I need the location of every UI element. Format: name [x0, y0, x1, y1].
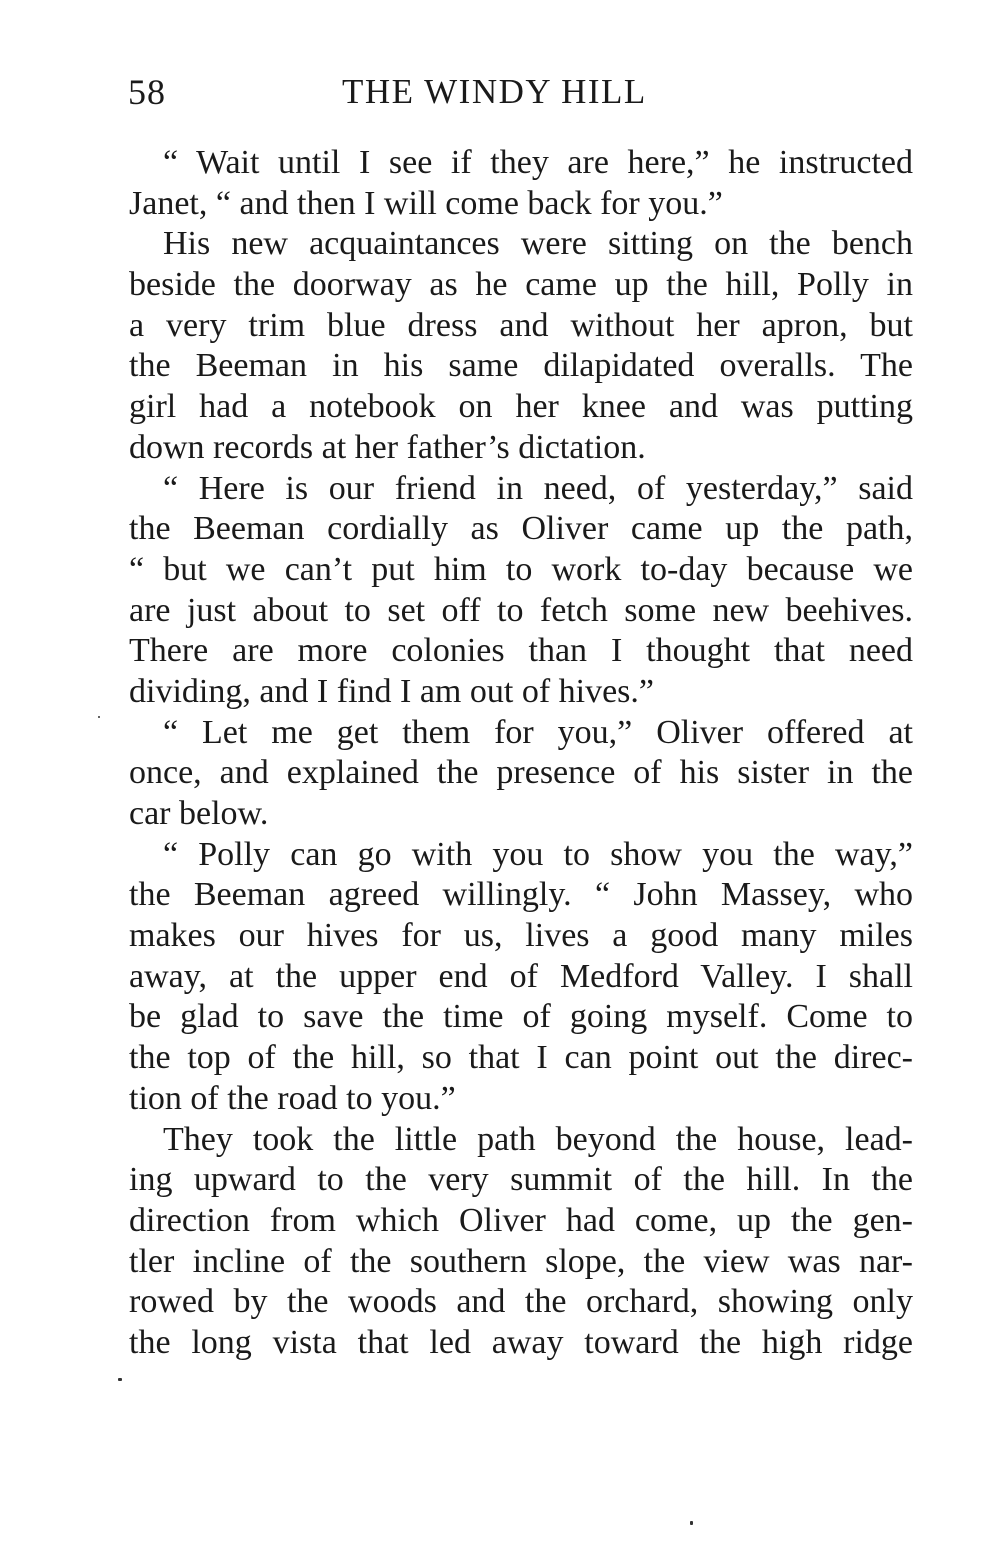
- text-line: rowed by the woods and the orchard, showing only: [129, 1283, 913, 1321]
- text-line: the long vista that led away toward the high ridge: [129, 1323, 913, 1361]
- running-title: THE WINDY HILL: [342, 72, 647, 111]
- text-line: ing upward to the very summit of the hill. In the: [129, 1161, 913, 1199]
- text-line: His new acquaintances were sitting on the bench: [163, 225, 913, 263]
- text-line: They took the little path beyond the house, lead-: [163, 1120, 913, 1158]
- text-line: Janet, “ and then I will come back for you.”: [129, 184, 723, 222]
- text-line: direction from which Oliver had come, up the gen-: [129, 1201, 913, 1239]
- text-line: makes our hives for us, lives a good many miles: [129, 917, 913, 955]
- text-line: be glad to save the time of going myself. Come to: [129, 998, 913, 1036]
- text-line: “ Let me get them for you,” Oliver offered at: [163, 713, 913, 751]
- text-line: the top of the hill, so that I can point out the direc-: [129, 1039, 913, 1077]
- print-speck: [98, 716, 100, 718]
- text-line: the Beeman cordially as Oliver came up the path,: [129, 510, 913, 548]
- print-speck: [690, 1521, 693, 1525]
- text-line: “ Here is our friend in need, of yesterday,” said: [163, 469, 913, 507]
- page-number: 58: [128, 72, 166, 112]
- text-line: the Beeman in his same dilapidated overalls. The: [129, 347, 913, 385]
- text-line: are just about to set off to fetch some new beehives.: [129, 591, 913, 629]
- text-line: “ Polly can go with you to show you the way,”: [163, 835, 913, 873]
- body-text: [129, 143, 913, 1383]
- text-line: tion of the road to you.”: [129, 1079, 456, 1117]
- text-line: a very trim blue dress and without her apron, but: [129, 306, 913, 344]
- text-line: beside the doorway as he came up the hill, Polly in: [129, 266, 913, 304]
- text-line: car below.: [129, 795, 269, 832]
- text-line: once, and explained the presence of his sister in the: [129, 754, 913, 792]
- text-line: the Beeman agreed willingly. “ John Massey, who: [129, 876, 913, 914]
- text-line: girl had a notebook on her knee and was putting: [129, 388, 913, 426]
- text-line: There are more colonies than I thought that need: [129, 632, 913, 670]
- text-line: “ Wait until I see if they are here,” he instructed: [163, 144, 913, 181]
- print-speck: [118, 1378, 122, 1381]
- text-line: dividing, and I find I am out of hives.”: [129, 672, 655, 710]
- text-line: tler incline of the southern slope, the view was nar-: [129, 1242, 913, 1280]
- text-line: away, at the upper end of Medford Valley. I shall: [129, 957, 913, 995]
- text-line: down records at her father’s dictation.: [129, 428, 646, 466]
- text-line: “ but we can’t put him to work to-day because we: [129, 550, 913, 588]
